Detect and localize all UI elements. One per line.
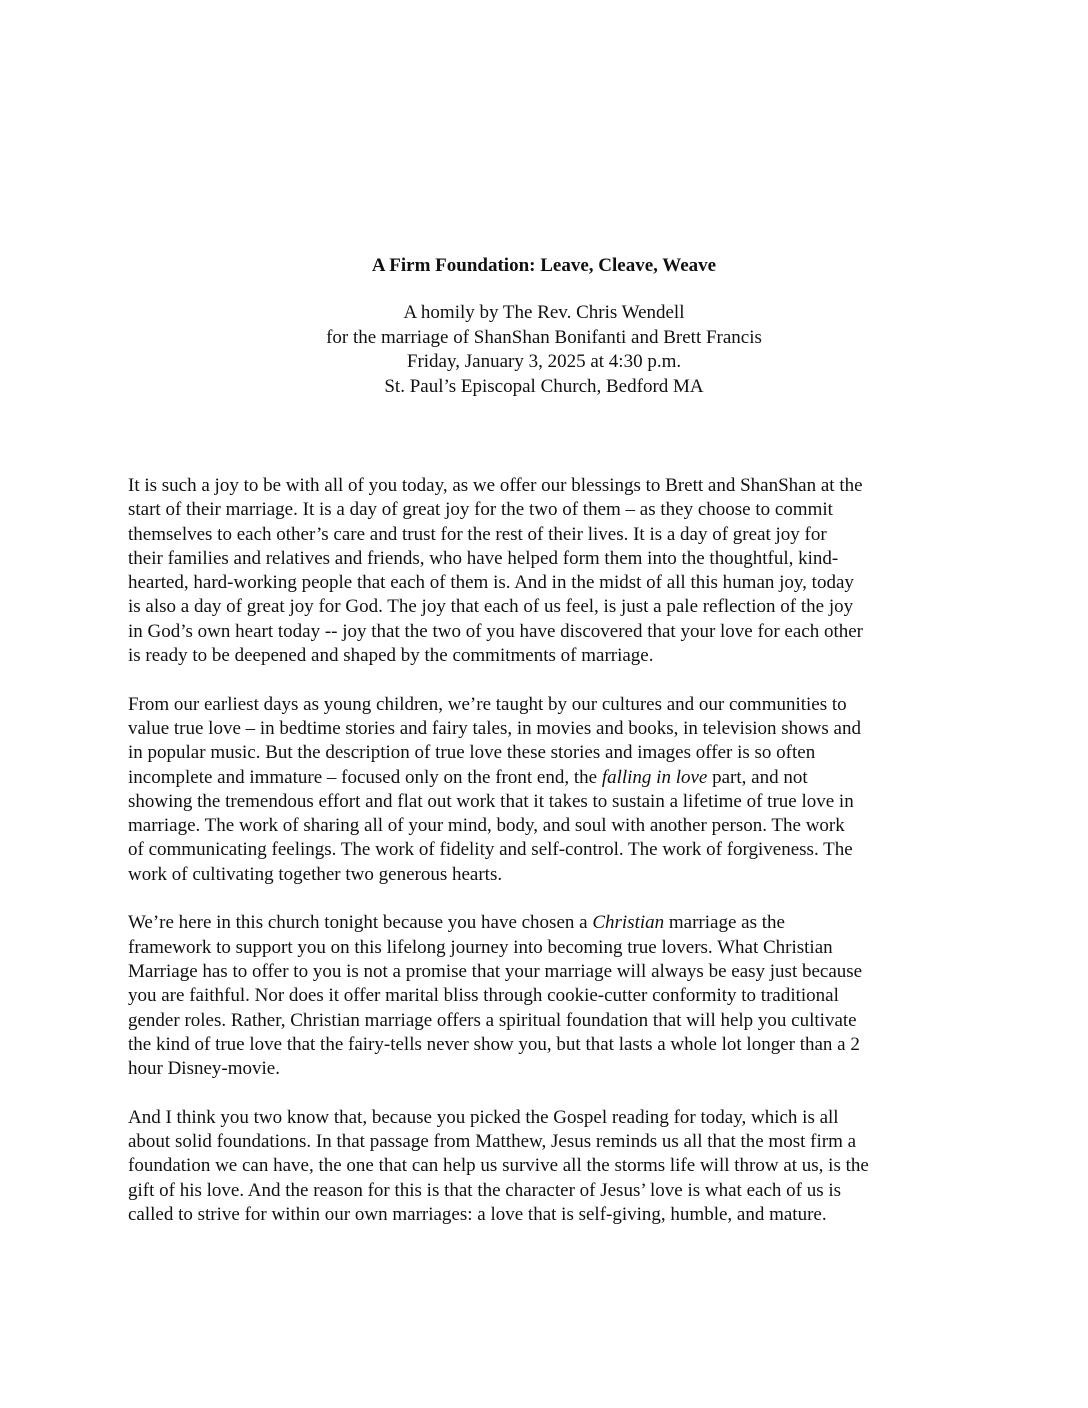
text-line: start of their marriage. It is a day of great joy for the two of them – as they choose to commit: [128, 499, 833, 521]
text-line: themselves to each other’s care and trust for the rest of their lives. It is a day of great joy for: [128, 523, 827, 545]
text-line: [128, 766, 968, 790]
heading-block: [0, 254, 1088, 399]
text-line: in God’s own heart today -- joy that the two of you have discovered that your love for each other: [128, 620, 863, 642]
byline: [0, 301, 1088, 399]
text-line: is ready to be deepened and shaped by the commitments of marriage.: [128, 645, 654, 667]
text-line: hearted, hard-working people that each of them is. And in the midst of all this human joy, today: [128, 572, 854, 594]
text-line: foundation we can have, the one that can help us survive all the storms life will throw at us, is the: [128, 1155, 869, 1177]
paragraph-2: [128, 693, 968, 887]
text-line: about solid foundations. In that passage from Matthew, Jesus reminds us all that the most firm a: [128, 1131, 857, 1153]
emphasis-falling-in-love: falling in love: [601, 766, 708, 788]
text-run: part, and not: [707, 766, 808, 788]
text-line: And I think you two know that, because you picked the Gospel reading for today, which is all: [128, 1106, 839, 1128]
text-line: the kind of true love that the fairy-tells never show you, but that lasts a whole lot longer than a 2: [128, 1033, 860, 1055]
text-run: marriage as the: [664, 912, 785, 934]
byline-date: Friday, January 3, 2025 at 4:30 p.m.: [406, 351, 682, 372]
text-line: is also a day of great joy for God. The joy that each of us feel, is just a pale reflection of the joy: [128, 596, 854, 618]
text-line: you are faithful. Nor does it offer marital bliss through cookie-cutter conformity to traditional: [128, 985, 839, 1007]
text-run: We’re here in this church tonight because you have chosen a: [128, 912, 593, 934]
text-line: Marriage has to offer to you is not a promise that your marriage will always be easy just because: [128, 960, 863, 982]
byline-author: A homily by The Rev. Chris Wendell: [403, 302, 685, 323]
text-line: work of cultivating together two generous hearts.: [128, 863, 503, 885]
emphasis-christian: Christian: [592, 912, 665, 934]
paragraph-1: [128, 474, 968, 668]
text-line: called to strive for within our own marriages: a love that is self-giving, humble, and mature.: [128, 1203, 827, 1225]
text-line: gender roles. Rather, Christian marriage offers a spiritual foundation that will help you cultivate: [128, 1009, 857, 1031]
homily-title: A Firm Foundation: Leave, Cleave, Weave: [371, 255, 717, 276]
byline-occasion: for the marriage of ShanShan Bonifanti and Brett Francis: [326, 326, 762, 348]
paragraph-4: [128, 1106, 968, 1227]
byline-location: St. Paul’s Episcopal Church, Bedford MA: [384, 375, 704, 397]
text-line: marriage. The work of sharing all of your mind, body, and soul with another person. The work: [128, 815, 845, 837]
text-line: in popular music. But the description of true love these stories and images offer is so often: [128, 742, 816, 764]
text-line: their families and relatives and friends, who have helped form them into the thoughtful, kind-: [128, 547, 839, 569]
text-line: value true love – in bedtime stories and fairy tales, in movies and books, in television shows and: [128, 717, 861, 739]
homily-body: [128, 474, 968, 1252]
text-run: incomplete and immature – focused only on the front end, the: [128, 766, 602, 788]
paragraph-3: [128, 911, 968, 1081]
text-line: [128, 911, 968, 935]
text-line: gift of his love. And the reason for this is that the character of Jesus’ love is what each of us is: [128, 1179, 842, 1201]
text-line: showing the tremendous effort and flat out work that it takes to sustain a lifetime of true love in: [128, 790, 854, 812]
text-line: hour Disney-movie.: [128, 1058, 280, 1080]
text-line: framework to support you on this lifelong journey into becoming true lovers. What Christian: [128, 936, 833, 958]
text-line: It is such a joy to be with all of you today, as we offer our blessings to Brett and ShanShan at the: [128, 475, 863, 496]
text-line: From our earliest days as young children, we’re taught by our cultures and our communities to: [128, 693, 847, 715]
text-line: of communicating feelings. The work of fidelity and self-control. The work of forgiveness. The: [128, 839, 853, 861]
